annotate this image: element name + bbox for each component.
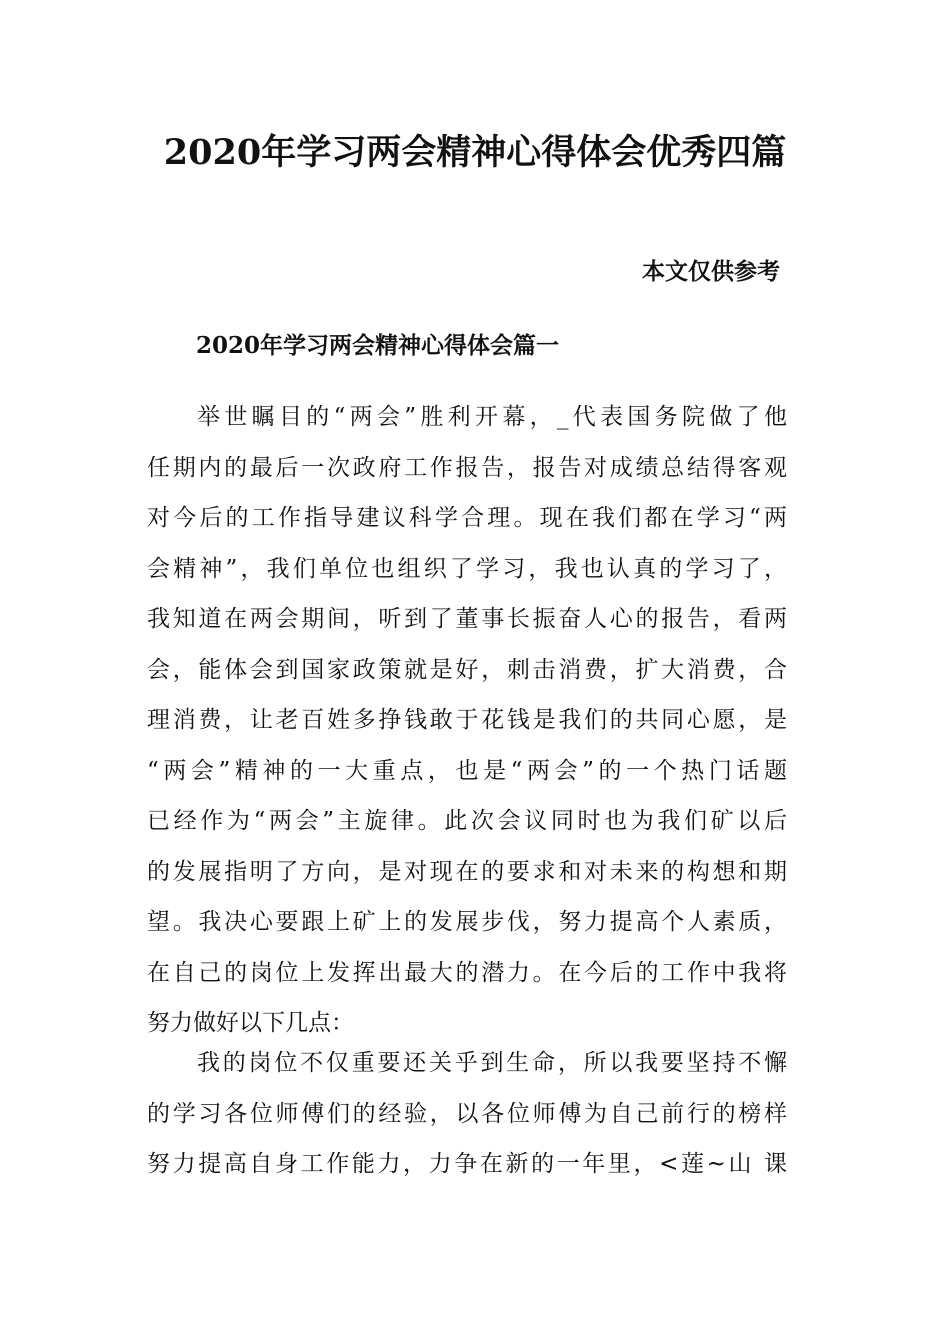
paragraph-line: 的学习各位师傅们的经验，以各位师傅为自己前行的榜样 (147, 1100, 787, 1127)
paragraph-line: “两会”精神的一大重点，也是“两会”的一个热门话题 (147, 757, 787, 784)
reference-note: 本文仅供参考 (642, 258, 780, 285)
paragraph-line: 努力提高自身工作能力，力争在新的一年里，<莲~山 课 (147, 1151, 787, 1177)
paragraph-line: 努力做好以下几点： (147, 1010, 354, 1036)
body-paragraph-2 (147, 1038, 787, 1190)
paragraph-line: 对今后的工作指导建议科学合理。现在我们都在学习“两 (147, 505, 787, 531)
section-heading: 2020年学习两会精神心得体会篇一 (196, 332, 560, 359)
paragraph-line: 望。我决心要跟上矿上的发展步伐，努力提高个人素质， (147, 909, 787, 935)
paragraph-line: 任期内的最后一次政府工作报告，报告对成绩总结得客观 (147, 454, 787, 481)
paragraph-line: 会，能体会到国家政策就是好，刺击消费，扩大消费，合 (147, 656, 787, 683)
paragraph-line: 会精神”，我们单位也组织了学习，我也认真的学习了， (147, 555, 787, 582)
paragraph-line: 举世瞩目的“两会”胜利开幕，_代表国务院做了他 (197, 404, 787, 430)
paragraph-line: 的发展指明了方向，是对现在的要求和对未来的构想和期 (147, 858, 787, 885)
document-title: 2020年学习两会精神心得体会优秀四篇 (163, 132, 787, 173)
body-paragraph-1 (147, 392, 787, 1049)
paragraph-line: 我的岗位不仅重要还关乎到生命，所以我要坚持不懈 (197, 1050, 787, 1076)
paragraph-line: 我知道在两会期间，听到了董事长振奋人心的报告，看两 (147, 606, 787, 632)
paragraph-line: 已经作为“两会”主旋律。此次会议同时也为我们矿以后 (147, 808, 787, 834)
paragraph-line: 理消费，让老百姓多挣钱敢于花钱是我们的共同心愿，是 (147, 707, 787, 733)
paragraph-line: 在自己的岗位上发挥出最大的潜力。在今后的工作中我将 (147, 959, 787, 986)
